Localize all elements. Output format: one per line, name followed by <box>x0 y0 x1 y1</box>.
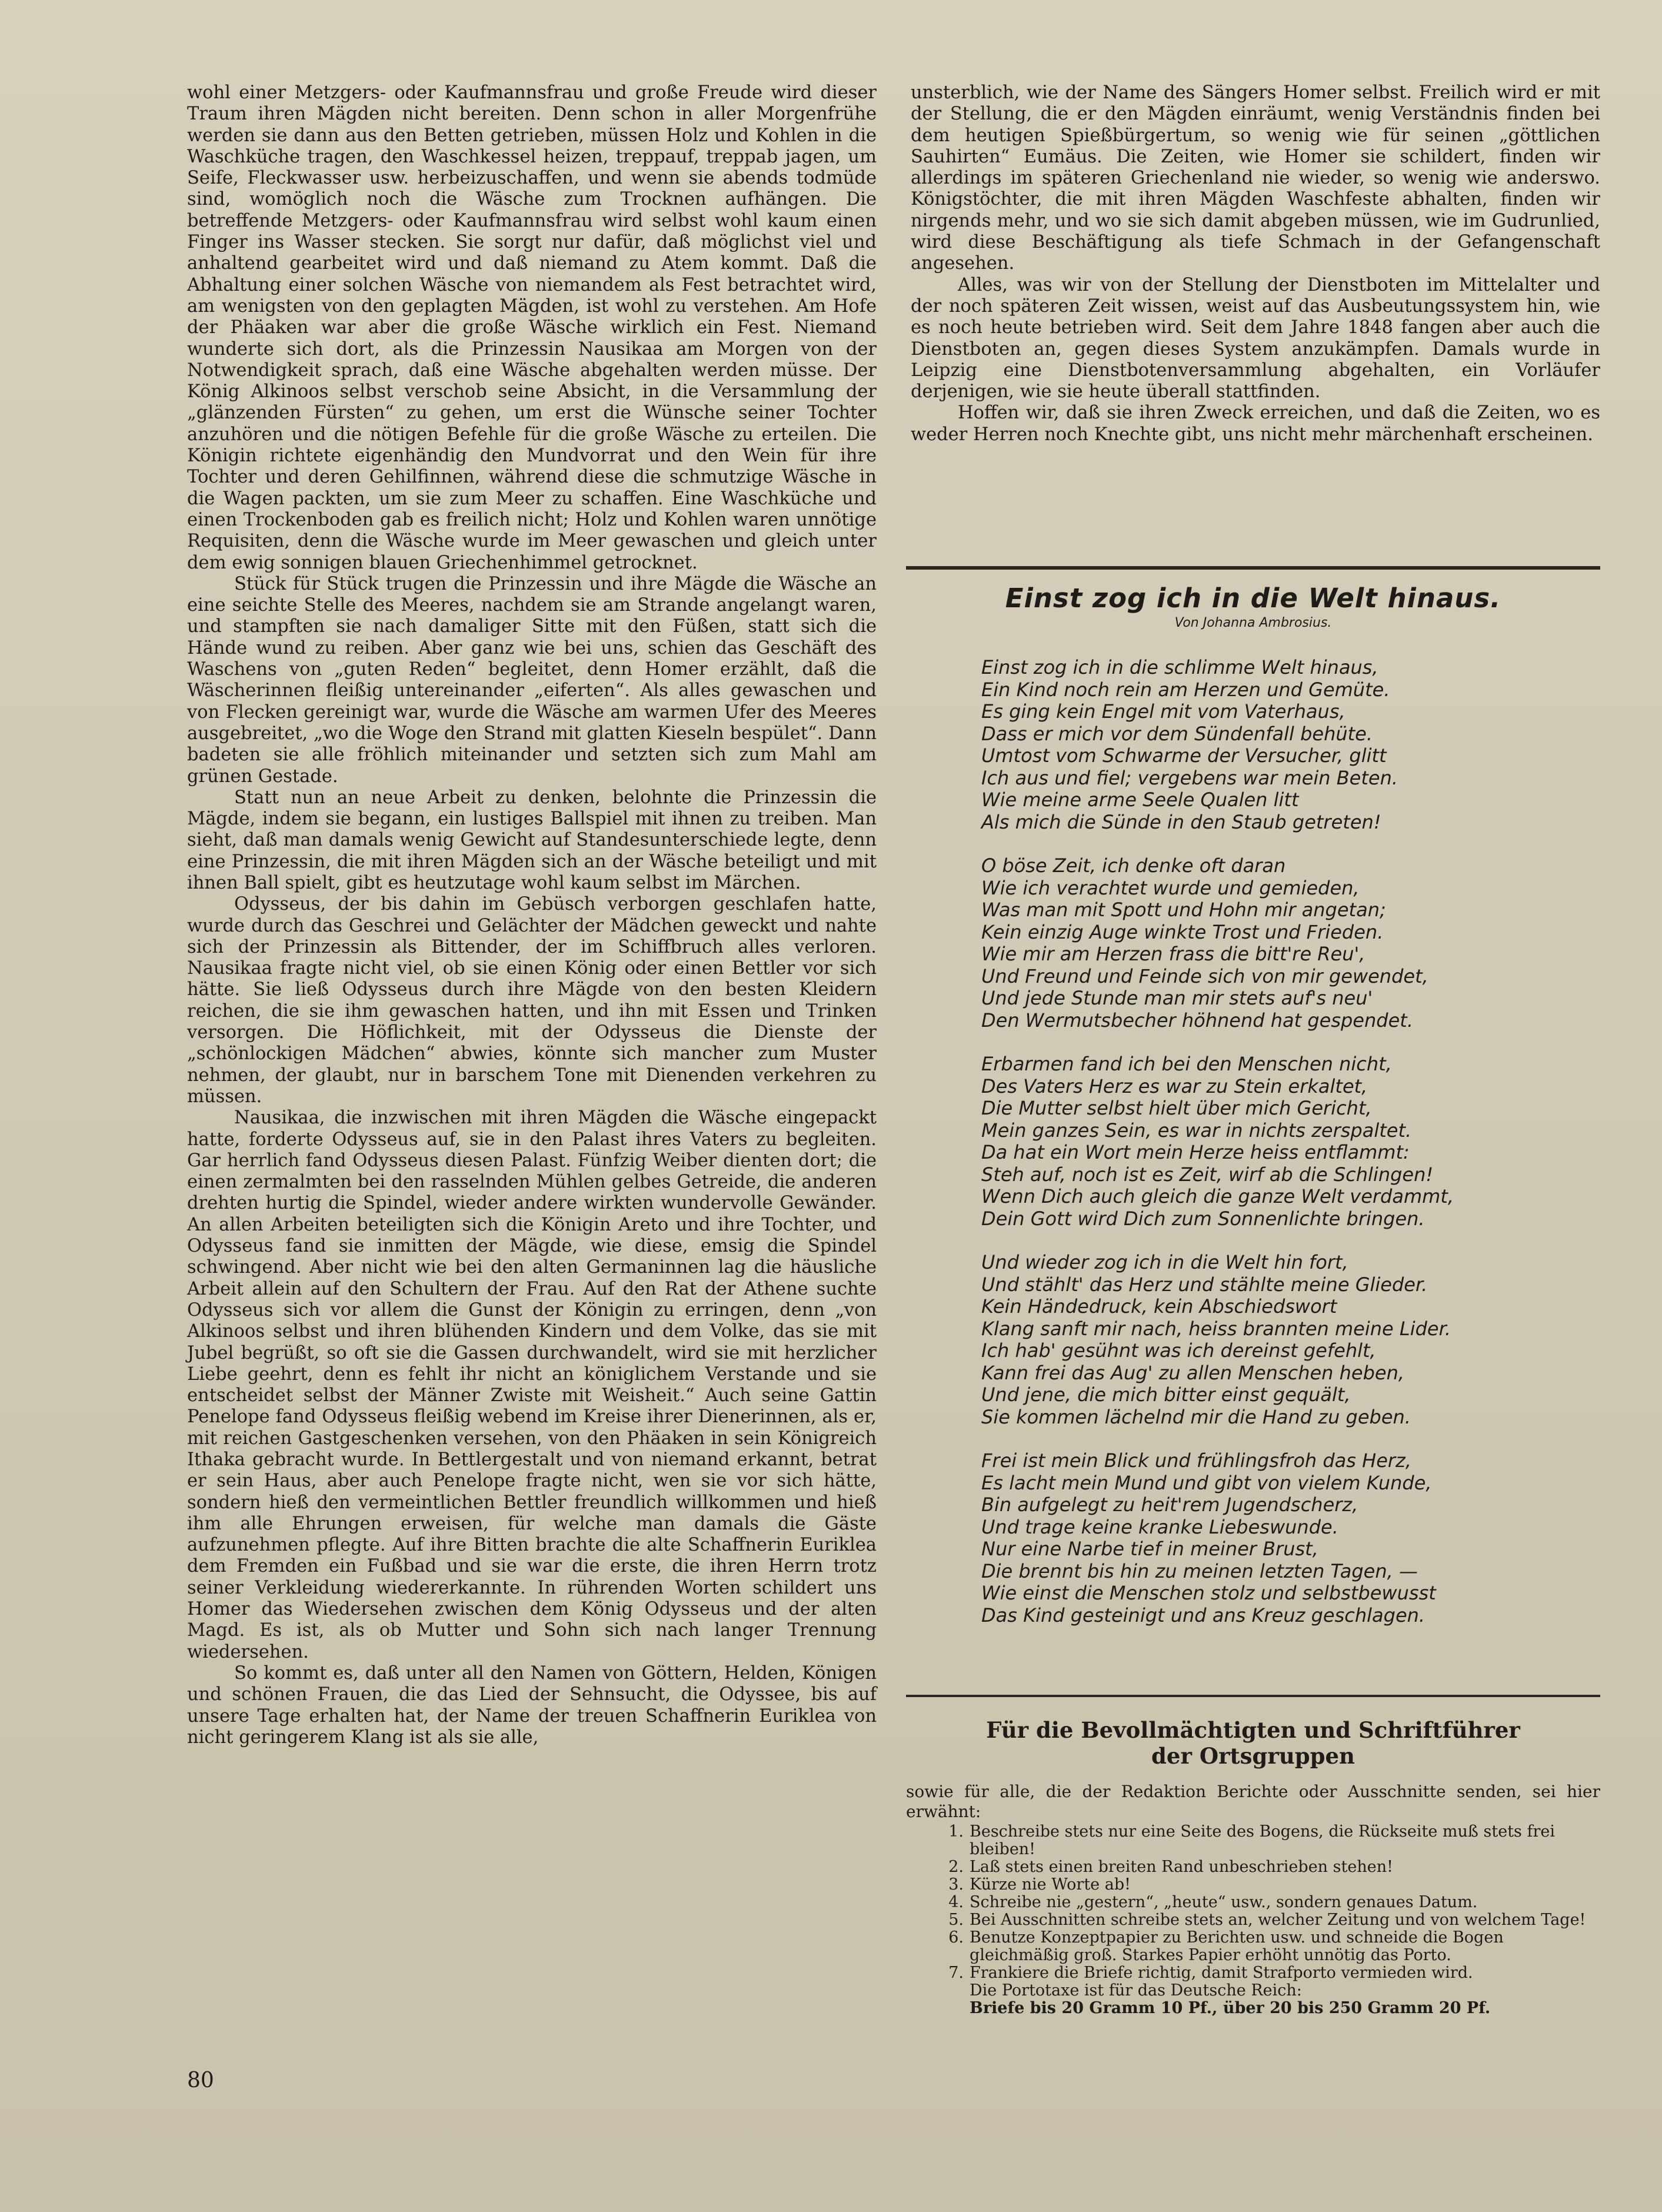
poem-line: Wie meine arme Seele Qualen litt <box>981 789 1299 811</box>
list-item-text: Laß stets einen breiten Rand unbeschrieben stehen! <box>970 1858 1393 1876</box>
list-item <box>930 1911 1600 1929</box>
poem-line: Umtost vom Schwarme der Versucher, glitt <box>981 744 1387 767</box>
poem-line: Wenn Dich auch gleich die ganze Welt verdammt, <box>981 1185 1454 1208</box>
poem-line: Nur eine Narbe tief in meiner Brust, <box>981 1538 1318 1560</box>
list-item-number: 2. <box>948 1858 964 1876</box>
poem-line: Frei ist mein Blick und frühlingsfroh das Herz, <box>981 1449 1411 1472</box>
poem-line: Die Mutter selbst hielt über mich Gericht, <box>981 1097 1372 1119</box>
poem-line: Da hat ein Wort mein Herze heiss entflammt: <box>981 1141 1410 1163</box>
list-item-number: 3. <box>948 1875 964 1894</box>
page-number: 80 <box>187 2068 214 2093</box>
paragraph: Stück für Stück trugen die Prinzessin und ihre Mägde die Wäsche an eine seichte Stelle des Meeres, nachdem sie am Strande angelangt waren, und stampften sie nach damaliger Sitte mit den Füßen, statt sich die Hände wund zu reiben. Aber ganz wie bei uns, schien das Geschäft des Waschens von „guten Reden“ begleitet, denn Homer erzählt, daß die Wäscherinnen fleißig untereinander „eiferten“. Als alles gewaschen und von Flecken gereinigt war, wurde die Wäsche am warmen Ufer des Meeres ausgebreitet, „wo die Woge den Strand mit glatten Kieseln bespület“. Dann badeten sie alle fröhlich miteinander und setzten sich zum Mahl am grünen Gestade. <box>187 573 877 787</box>
poem-body <box>981 657 1593 1648</box>
list-item-number: 6. <box>948 1928 964 1947</box>
poem-line: Und trage keine kranke Liebeswunde. <box>981 1515 1338 1538</box>
poem-line: Dass er mich vor dem Sündenfall behüte. <box>981 722 1373 745</box>
poem-line: Und wieder zog ich in die Welt hin fort, <box>981 1251 1348 1273</box>
paragraph: So kommt es, daß unter all den Namen von Göttern, Helden, Königen und schönen Frauen, die das Lied der Sehnsucht, die Odyssee, bis auf unsere Tage erhalten hat, der Name der treuen Schaffnerin Euriklea von nicht geringerem Klang ist als sie alle, <box>187 1662 877 1748</box>
list-item <box>930 1894 1600 1911</box>
poem-line: Einst zog ich in die schlimme Welt hinaus, <box>981 656 1378 678</box>
paragraph: Statt nun an neue Arbeit zu denken, belohnte die Prinzessin die Mägde, indem sie begann, ein lustiges Ballspiel mit ihnen zu treiben. Man sieht, daß man damals wenig Gewicht auf Standesunterschiede legte, denn eine Prinzessin, die mit ihren Mägden sich an der Wäsche beteiligt und mit ihnen Ball spielt, gibt es heutzutage wohl kaum selbst im Märchen. <box>187 787 877 893</box>
poem-line: Steh auf, noch ist es Zeit, wirf ab die Schlingen! <box>981 1163 1434 1186</box>
poem-line: Was man mit Spott und Hohn mir angetan; <box>981 899 1386 921</box>
poem-line: Es lacht mein Mund und gibt von vielem Kunde, <box>981 1471 1432 1494</box>
poem-line: Wie ich verachtet wurde und gemieden, <box>981 876 1360 899</box>
poem-line: Kein einzig Auge winkte Trost und Frieden. <box>981 920 1384 943</box>
poem-line: Und Freund und Feinde sich von mir gewendet, <box>981 964 1428 987</box>
poem-line: Kann frei das Aug' zu allen Menschen heben, <box>981 1361 1405 1384</box>
list-item-number: 7. <box>948 1964 964 1982</box>
section-divider <box>906 566 1600 570</box>
poem-line: Kein Händedruck, kein Abschiedswort <box>981 1295 1337 1318</box>
poem-line: Und jene, die mich bitter einst gequält, <box>981 1383 1351 1406</box>
postage-note <box>930 1982 1600 2017</box>
paragraph: Nausikaa, die inzwischen mit ihren Mägden die Wäsche eingepackt hatte, forderte Odysseus auf, sie in den Palast ihres Vaters zu begleiten. Gar herrlich fand Odysseus diesen Palast. Fünfzig Weiber dienten dort; die einen zermalmten bei den rasselnden Mühlen gelbes Getreide, die anderen drehten hurtig die Spindel, wieder andere wirkten wundervolle Gewänder. An allen Arbeiten beteiligten sich die Königin Areto und ihre Tochter, und Odysseus fand sie inmitten der Mägde, wie diese, emsig die Spindel schwingend. Aber nicht wie bei den alten Germaninnen lag die häusliche Arbeit allein auf den Schultern der Frau. Auf den Rat der Athene suchte Odysseus sich vor allem die Gunst der Königin zu erringen, denn „von Alkinoos selbst und ihren blühenden Kindern und dem Volke, das sie mit Jubel begrüßt, so oft sie die Gassen durchwandelt, wird sie mit herzlicher Liebe geehrt, denn es fehlt ihr nicht an königlichem Verstande und sie entscheidet selbst der Männer Zwiste mit Weisheit.“ Auch seine Gattin Penelope fand Odysseus fleißig webend im Kreise ihrer Dienerinnen, als er, mit reichen Gastgeschenken versehen, von den Phäaken in sein Königreich Ithaka gebracht wurde. In Bettlergestalt und von niemand erkannt, betrat er sein Haus, aber auch Penelope fragte nicht, wen sie vor sich hätte, sondern hieß den vermeintlichen Bettler freundlich willkommen und hieß ihm alle Ehrungen erweisen, für welche man damals die Gäste aufzunehmen pflegte. Auf ihre Bitten brachte die alte Schaffnerin Euriklea dem Fremden ein Fußbad und sie war die erste, die ihren Herrn trotz seiner Verkleidung wiedererkannte. In rührenden Worten schildert uns Homer das Wiedersehen zwischen dem König Odysseus und der alten Magd. Es ist, als ob Mutter und Sohn sich nach langer Trennung wiedersehen. <box>187 1107 877 1662</box>
paragraph: Odysseus, der bis dahin im Gebüsch verborgen geschlafen hatte, wurde durch das Geschrei und Gelächter der Mädchen geweckt und nahte sich der Prinzessin als Bittender, der im Schiffbruch alles verloren. Nausikaa fragte nicht viel, ob sie einen König oder einen Bettler vor sich hätte. Sie ließ Odysseus durch ihre Mägde von den besten Kleidern reichen, die sie ihm gewaschen hatten, und ihn mit Essen und Trinken versorgen. Die Höflichkeit, mit der Odysseus die Dienste der „schönlockigen Mädchen“ abwies, könnte sich mancher zum Muster nehmen, der glaubt, nur in barschem Tone mit Dienenden verkehren zu müssen. <box>187 894 877 1107</box>
poem-line: O böse Zeit, ich denke oft daran <box>981 854 1286 877</box>
list-item-text: Beschreibe stets nur eine Seite des Bogens, die Rückseite muß stets frei bleiben! <box>970 1822 1556 1858</box>
postage-note-line: Die Portotaxe ist für das Deutsche Reich: <box>970 1981 1302 2000</box>
list-item <box>930 1858 1600 1876</box>
poem-line: Und stählt' das Herz und stählte meine Glieder. <box>981 1273 1428 1296</box>
right-column-article <box>911 82 1600 445</box>
poem-title: Einst zog ich in die Welt hinaus. <box>1005 583 1501 614</box>
notice-title-line: der Ortsgruppen <box>1151 1743 1355 1769</box>
poem-line: Mein ganzes Sein, es war in nichts zerspaltet. <box>981 1119 1412 1142</box>
poem-line: Als mich die Sünde in den Staub getreten! <box>981 810 1381 833</box>
list-item-text: Bei Ausschnitten schreibe stets an, welcher Zeitung und von welchem Tage! <box>970 1911 1586 1929</box>
postage-rates: Briefe bis 20 Gramm 10 Pf., über 20 bis 250 Gramm 20 Pf. <box>970 1999 1491 2017</box>
paragraph: unsterblich, wie der Name des Sängers Homer selbst. Freilich wird er mit der Stellung, die er den Mägden einräumt, wenig Verständnis finden bei dem heutigen Spießbürgertum, so wenig wie für seinen „göttlichen Sauhirten“ Eumäus. Die Zeiten, wie Homer sie schildert, finden wir allerdings im späteren Griechenland nie wieder, so wenig wie anderswo. Königstöchter, die mit ihren Mägden Waschfeste abhalten, finden wir nirgends mehr, und wo sie sich damit abgeben müssen, wie im Gudrunlied, wird diese Beschäftigung als tiefe Schmach in der Gefangenschaft angesehen. <box>911 82 1600 274</box>
poem-line: Ich hab' gesühnt was ich dereinst gefehlt, <box>981 1339 1376 1362</box>
poem-line: Ein Kind noch rein am Herzen und Gemüte. <box>981 678 1390 701</box>
poem-line: Wie mir am Herzen frass die bitt're Reu', <box>981 943 1365 965</box>
poem-line: Sie kommen lächelnd mir die Hand zu geben. <box>981 1405 1411 1428</box>
poem-line: Es ging kein Engel mit vom Vaterhaus, <box>981 700 1345 723</box>
list-item-number: 4. <box>948 1893 964 1911</box>
notice-intro: sowie für alle, die der Redaktion Berichte oder Ausschnitte senden, sei hier erwähnt: <box>906 1782 1600 1821</box>
poem-line: Bin aufgelegt zu heit'rem Jugendscherz, <box>981 1493 1358 1516</box>
poem-line: Klang sanft mir nach, heiss brannten meine Lider. <box>981 1317 1451 1340</box>
poem-line: Erbarmen fand ich bei den Menschen nicht, <box>981 1053 1392 1075</box>
poem-line: Des Vaters Herz es war zu Stein erkaltet, <box>981 1075 1368 1097</box>
poem-line: Den Wermutsbecher höhnend hat gespendet. <box>981 1009 1413 1032</box>
poem-stanza <box>981 1450 1593 1626</box>
poem-line: Ich aus und fiel; vergebens war mein Beten. <box>981 766 1398 789</box>
section-divider <box>906 1695 1600 1697</box>
notice-list <box>930 1823 1600 2017</box>
list-item-text: Frankiere die Briefe richtig, damit Strafporto vermieden wird. <box>970 1964 1473 1982</box>
list-item <box>930 1929 1600 1964</box>
list-item-text: Benutze Konzeptpapier zu Berichten usw. und schneide die Bogen gleichmäßig groß. Starkes Papier erhöht unnötig das Porto. <box>970 1928 1504 1964</box>
poem-line: Dein Gott wird Dich zum Sonnenlichte bringen. <box>981 1207 1425 1230</box>
poem-line: Und jede Stunde man mir stets auf's neu' <box>981 987 1373 1009</box>
poem-stanza <box>981 855 1593 1032</box>
poem-line: Wie einst die Menschen stolz und selbstbewusst <box>981 1582 1436 1604</box>
list-item-text: Kürze nie Worte ab! <box>970 1875 1131 1894</box>
poem-stanza <box>981 1252 1593 1428</box>
paragraph: Hoffen wir, daß sie ihren Zweck erreichen, und daß die Zeiten, wo es weder Herren noch Knechte gibt, uns nicht mehr märchenhaft erscheinen. <box>911 403 1600 445</box>
poem-stanza <box>981 657 1593 833</box>
notice-title <box>906 1717 1600 1769</box>
list-item-number: 5. <box>948 1911 964 1929</box>
poem-author: Von Johanna Ambrosius. <box>1174 616 1332 630</box>
notice-title-line: Für die Bevollmächtigten und Schriftführer <box>986 1717 1520 1743</box>
list-item-text: Schreibe nie „gestern“, „heute“ usw., sondern genaues Datum. <box>970 1893 1478 1911</box>
paragraph: Alles, was wir von der Stellung der Dienstboten im Mittelalter und der noch späteren Zeit wissen, weist auf das Ausbeutungssystem hin, wie es noch heute betrieben wird. Seit dem Jahre 1848 fangen aber auch die Dienstboten an, gegen dieses System anzukämpfen. Damals wurde in Leipzig eine Dienstbotenversammlung abgehalten, ein Vorläufer derjenigen, wie sie heute überall stattfinden. <box>911 274 1600 403</box>
paragraph: wohl einer Metzgers- oder Kaufmannsfrau und große Freude wird dieser Traum ihren Mägden nicht bereiten. Denn schon in aller Morgenfrühe werden sie dann aus den Betten getrieben, müssen Holz und Kohlen in die Waschküche tragen, den Waschkessel heizen, treppauf, treppab jagen, um Seife, Fleckwasser usw. herbeizuschaffen, und wenn sie abends todmüde sind, womöglich noch die Wäsche zum Trocknen aufhängen. Die betreffende Metzgers- oder Kaufmannsfrau wird selbst wohl kaum einen Finger ins Wasser stecken. Sie sorgt nur dafür, daß möglichst viel und anhaltend gearbeitet wird und daß niemand zu Atem kommt. Daß die Abhaltung einer solchen Wäsche von niemandem als Fest betrachtet wird, am wenigsten von den geplagten Mägden, ist wohl zu verstehen. Am Hofe der Phäaken war aber die große Wäsche wirklich ein Fest. Niemand wunderte sich dort, als die Prinzessin Nausikaa am Morgen von der Notwendigkeit sprach, daß eine Wäsche abgehalten werden müsse. Der König Alkinoos selbst verschob seine Absicht, in die Versammlung der „glänzenden Fürsten“ zu gehen, um erst die Wünsche seiner Tochter anzuhören und die nötigen Befehle für die große Wäsche zu erteilen. Die Königin richtete eigenhändig den Mundvorrat und den Wein für ihre Tochter und deren Gehilfinnen, während diese die schmutzige Wäsche in die Wagen packten, um sie zum Meer zu schaffen. Eine Waschküche und einen Trockenboden gab es freilich nicht; Holz und Kohlen waren unnötige Requisiten, denn die Wäsche wurde im Meer gewaschen und gleich unter dem ewig sonnigen blauen Griechenhimmel getrocknet. <box>187 82 877 573</box>
list-item <box>930 1964 1600 1982</box>
list-item <box>930 1823 1600 1858</box>
poem-line: Die brennt bis hin zu meinen letzten Tagen, — <box>981 1559 1418 1582</box>
list-item-number: 1. <box>948 1822 964 1841</box>
poem-stanza <box>981 1053 1593 1230</box>
poem-line: Das Kind gesteinigt und ans Kreuz geschlagen. <box>981 1604 1425 1626</box>
list-item <box>930 1876 1600 1894</box>
left-column-article <box>187 82 877 1748</box>
